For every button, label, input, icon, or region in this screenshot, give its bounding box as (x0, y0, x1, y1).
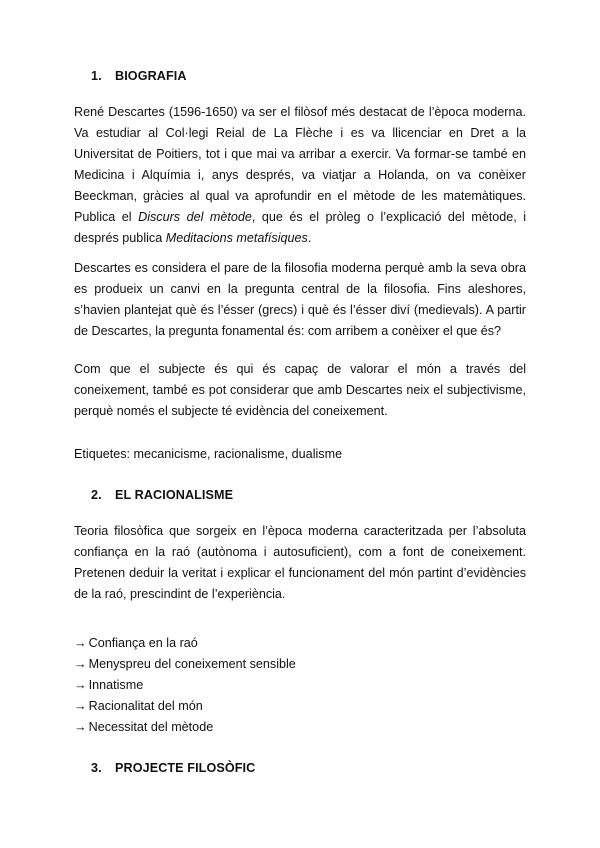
arrow-icon: → (74, 699, 87, 713)
paragraph-text: , que és el pròleg o l’explicació del mètode, i després publica (74, 210, 527, 245)
list-item (74, 654, 296, 675)
racionalisme-feature-list (74, 633, 296, 738)
list-item (74, 717, 296, 738)
list-item-label: Confiança en la raó (88, 636, 198, 650)
section-heading-projecte-filosofic (91, 758, 255, 778)
list-item (74, 696, 296, 717)
section-number: 3. (91, 761, 102, 775)
section-heading-biografia (91, 66, 187, 86)
arrow-icon: → (74, 720, 87, 734)
list-item-label: Menyspreu del coneixement sensible (88, 657, 296, 671)
list-item (74, 633, 296, 654)
biografia-paragraph-2: Descartes es considera el pare de la filosofia moderna perquè amb la seva obra es produeix un canvi en la pregunta central de la filosofia. Fins aleshores, s’havien plantejat què és l’ésser (grecs) i què és l’ésser diví (medievals). A partir de Descartes, la pregunta fonamental és: com arribem a conèixer el que és? (74, 261, 526, 338)
racionalisme-paragraph: Teoria filosòfica que sorgeix en l’època moderna caracteritzada per l’absoluta confiança en la raó (autònoma i autosuficient), com a font de coneixement. Pretenen deduir la veritat i explicar el funcionament del món partint d’evidències de la raó, prescindint de l’experiència. (74, 524, 526, 601)
biografia-tags: Etiquetes: mecanicisme, racionalisme, dualisme (74, 447, 343, 461)
biografia-paragraph-1 (74, 102, 526, 249)
section-number: 1. (91, 69, 102, 83)
list-item-label: Necessitat del mètode (88, 720, 214, 734)
arrow-icon: → (74, 657, 87, 671)
book-title-discurs: Discurs del mètode (138, 210, 252, 224)
section-heading-racionalisme (91, 485, 233, 505)
list-item-label: Innatisme (88, 678, 144, 692)
section-title: PROJECTE FILOSÒFIC (115, 761, 256, 775)
arrow-icon: → (74, 636, 87, 650)
list-item-label: Racionalitat del món (88, 699, 203, 713)
section-title: BIOGRAFIA (115, 69, 187, 83)
paragraph-text: René Descartes (1596-1650) va ser el filòsof més destacat de l’època moderna. Va estudiar al Col·legi Reial de La Flèche i es va llicenciar en Dret a la Universitat de Poitiers, tot i que mai va arribar a exercir. Va formar-se també en Medicina i Alquímia i, anys després, va viatjar a Holanda, on va conèixer Beeckman, gràcies al qual va aprofundir en el mètode de les matemàtiques. Publica el (74, 105, 526, 224)
list-item (74, 675, 296, 696)
arrow-icon: → (74, 678, 87, 692)
biografia-paragraph-3: Com que el subjecte és qui és capaç de valorar el món a través del coneixement, també es pot considerar que amb Descartes neix el subjectivisme, perquè només el subjecte té evidència del coneixement. (74, 362, 526, 418)
book-title-meditacions: Meditacions metafísiques (165, 231, 308, 245)
section-number: 2. (91, 488, 102, 502)
paragraph-text: . (307, 231, 312, 245)
section-title: EL RACIONALISME (115, 488, 234, 502)
